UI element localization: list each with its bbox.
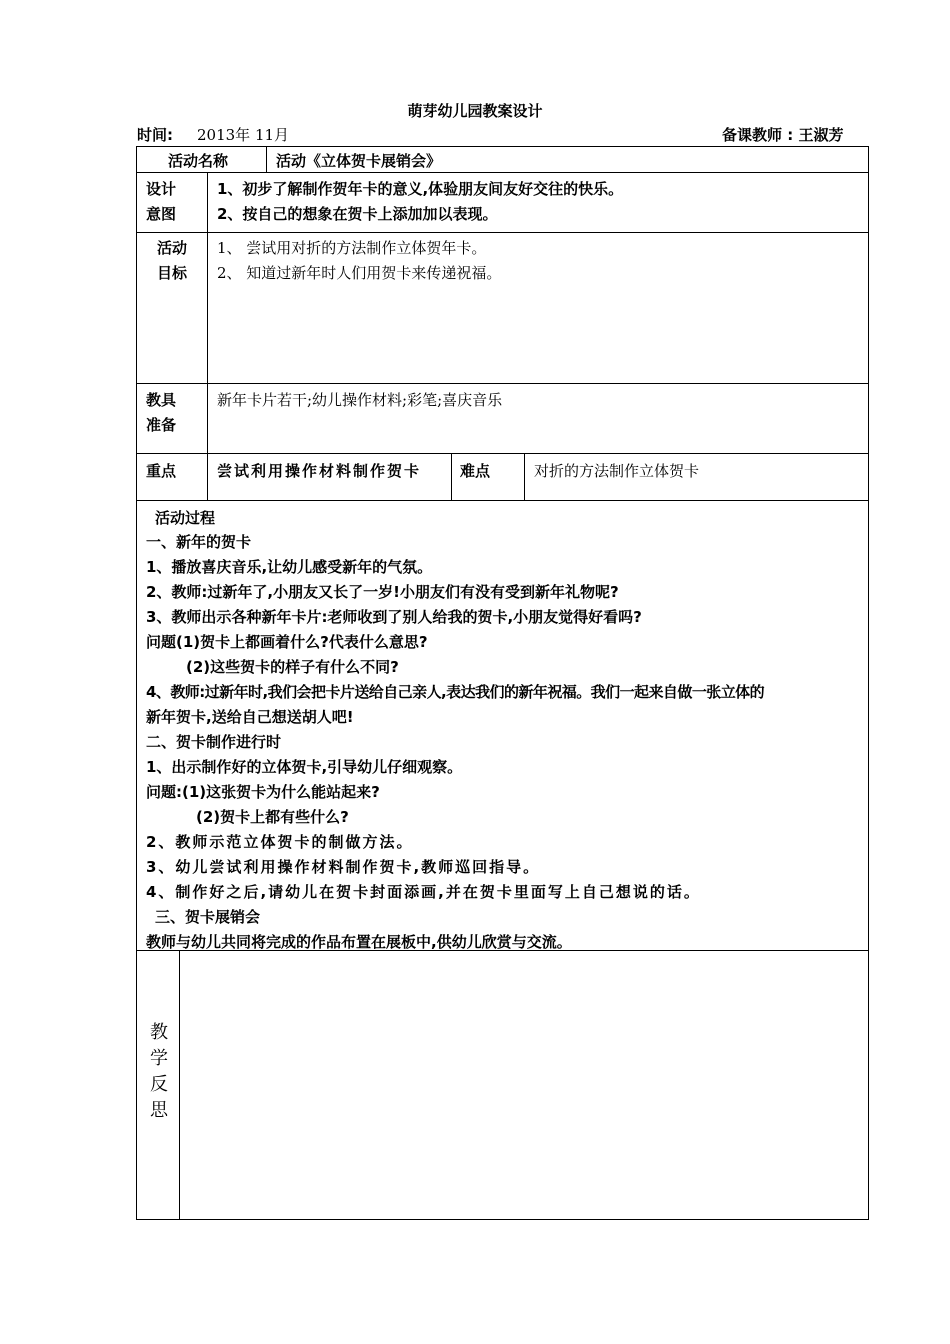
process-line: 问题(1)贺卡上都画着什么?代表什么意思? <box>146 633 428 651</box>
difficulty-label: 难点 <box>460 462 491 480</box>
process-line: 4、教师:过新年时,我们会把卡片送给自己亲人,表达我们的新年祝福。我们一起来自做一张立体的 <box>146 683 765 701</box>
tools-label-line1: 教具 <box>146 391 177 409</box>
design-label-line2: 意图 <box>146 205 177 223</box>
reflection-label: 教学反思 <box>150 1022 168 1121</box>
goal-item: 1、 尝试用对折的方法制作立体贺年卡。 <box>217 239 487 257</box>
activity-name-label: 活动名称 <box>168 152 229 170</box>
process-line: 4、制作好之后,请幼儿在贺卡封面添画,并在贺卡里面写上自己想说的话。 <box>146 883 701 901</box>
tools-label-line2: 准备 <box>146 416 177 434</box>
process-line: 教师与幼儿共同将完成的作品布置在展板中,供幼儿欣赏与交流。 <box>146 933 572 951</box>
process-line: 3、幼儿尝试利用操作材料制作贺卡,教师巡回指导。 <box>146 858 541 876</box>
design-item: 2、按自己的想象在贺卡上添加加以表现。 <box>217 205 498 223</box>
process-line: (2)贺卡上都有些什么? <box>196 808 349 826</box>
teacher-line: 备课教师 : 王淑芳 <box>722 126 844 144</box>
time-value: 2013年 11月 <box>197 126 290 144</box>
tools-value: 新年卡片若干;幼儿操作材料;彩笔;喜庆音乐 <box>217 391 503 409</box>
process-line: (2)这些贺卡的样子有什么不同? <box>186 658 399 676</box>
process-heading: 活动过程 <box>155 509 216 527</box>
process-line: 3、教师出示各种新年卡片:老师收到了别人给我的贺卡,小朋友觉得好看吗? <box>146 608 642 626</box>
process-line: 新年贺卡,送给自己想送胡人吧! <box>146 708 354 726</box>
design-item: 1、初步了解制作贺年卡的意义,体验朋友间友好交往的快乐。 <box>217 180 624 198</box>
difficulty-value: 对折的方法制作立体贺卡 <box>534 462 700 480</box>
design-label-line1: 设计 <box>146 180 177 198</box>
process-line: 问题:(1)这张贺卡为什么能站起来? <box>146 783 380 801</box>
activity-name-value: 活动《立体贺卡展销会》 <box>276 152 442 170</box>
time-line <box>137 124 289 145</box>
page-title: 萌芽幼儿园教案设计 <box>407 102 543 120</box>
key-value: 尝试利用操作材料制作贺卡 <box>217 462 422 480</box>
goal-label-line1: 活动 <box>157 239 188 257</box>
process-line: 二、贺卡制作进行时 <box>146 733 282 751</box>
goal-item: 2、 知道过新年时人们用贺卡来传递祝福。 <box>217 264 502 282</box>
time-label: 时间: <box>137 126 173 144</box>
process-line: 1、出示制作好的立体贺卡,引导幼儿仔细观察。 <box>146 758 463 776</box>
process-line: 2、教师示范立体贺卡的制做方法。 <box>146 833 414 851</box>
goal-label-line2: 目标 <box>157 264 188 282</box>
process-line: 一、新年的贺卡 <box>146 533 252 551</box>
process-line: 1、播放喜庆音乐,让幼儿感受新年的气氛。 <box>146 558 433 576</box>
key-label: 重点 <box>146 462 177 480</box>
process-line: 三、贺卡展销会 <box>155 908 261 926</box>
process-line: 2、教师:过新年了,小朋友又长了一岁!小朋友们有没有受到新年礼物呢? <box>146 583 619 601</box>
